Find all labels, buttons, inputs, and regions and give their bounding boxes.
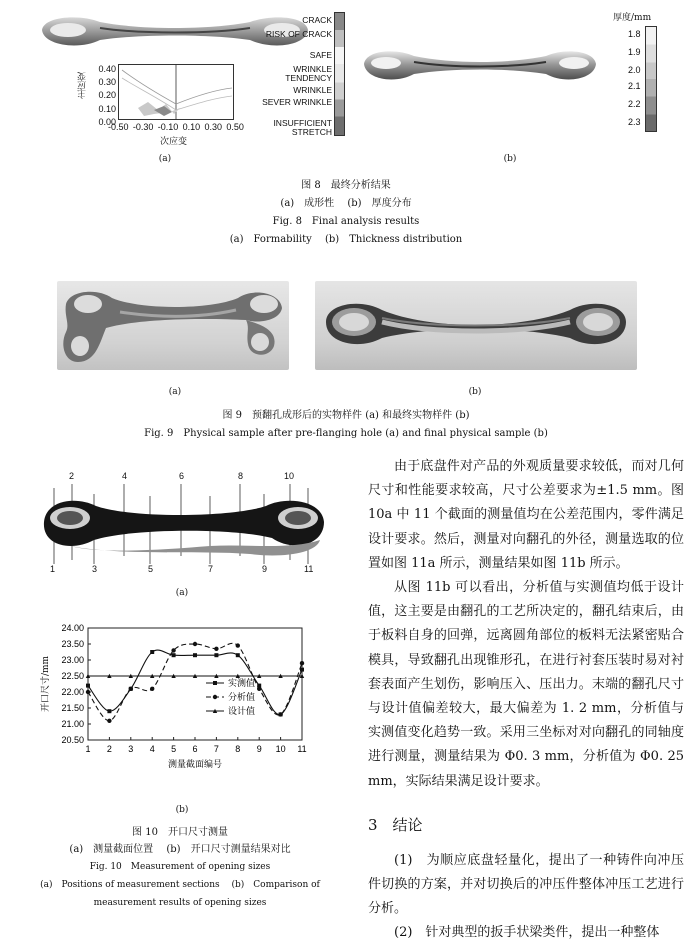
- legend-sever-wrinkle: SEVER WRINKLE: [262, 97, 332, 107]
- section-label: 7: [208, 564, 214, 574]
- fig8-caption-cn: 图 8 最终分析结果: [301, 180, 391, 191]
- legend-marker: [213, 681, 217, 685]
- data-point: [193, 653, 197, 657]
- x-tick-label: 3: [128, 744, 134, 754]
- section-label: 3: [92, 564, 98, 574]
- legend-label: 设计值: [228, 707, 256, 717]
- fig8b-part-render: [362, 44, 598, 86]
- x-tick-label: 11: [297, 744, 307, 754]
- fig8-caption-en-sub: (a) Formability (b) Thickness distribution: [229, 234, 463, 245]
- data-point: [171, 648, 175, 652]
- section-label: 9: [262, 564, 268, 574]
- data-point: [86, 684, 90, 688]
- y-axis-label: 开口尺寸/mm: [41, 655, 51, 713]
- fig9-sub-a: (a): [168, 387, 182, 397]
- fig8-sub-a: (a): [158, 154, 172, 164]
- data-point: [214, 647, 218, 651]
- section-heading: 3 结论: [368, 815, 423, 834]
- fig9-sub-b: (b): [468, 387, 482, 397]
- flc-xticks: [108, 122, 244, 132]
- data-point: [129, 687, 133, 691]
- data-point: [172, 653, 176, 657]
- fig10-caption-cn-sub: (a) 测量截面位置 (b) 开口尺寸测量结果对比: [69, 844, 291, 855]
- fig9a-part: [60, 284, 286, 368]
- thickness-legend-title: 厚度/mm: [613, 13, 652, 23]
- data-point: [86, 690, 90, 694]
- data-point: [150, 650, 154, 654]
- data-point: [257, 687, 261, 691]
- flc-ytick: 0.30: [98, 77, 116, 88]
- fig10-caption-en-sub2: measurement results of opening sizes: [93, 898, 267, 908]
- fig9-caption-cn: 图 9 预翻孔成形后的实物样件 (a) 和最终实物样件 (b): [222, 410, 470, 421]
- flc-ytick: 0.00: [98, 116, 116, 127]
- thickness-value: 2.3: [628, 117, 641, 127]
- fig9-caption-en: Fig. 9 Physical sample after pre-flanging hole (a) and final physical sample (b): [144, 428, 548, 439]
- data-point: [278, 712, 282, 716]
- section-label: 1: [50, 564, 56, 574]
- y-tick-label: 24.00: [61, 623, 84, 633]
- x-tick-label: 6: [192, 744, 198, 754]
- thickness-value: 2.0: [628, 65, 641, 75]
- fig10-caption-en-sub1: (a) Positions of measurement sections (b) Comparison of: [40, 880, 320, 890]
- x-tick-label: 10: [275, 744, 286, 754]
- flc-ytick: 0.40: [98, 64, 116, 74]
- thickness-value: 1.8: [628, 29, 641, 39]
- y-tick-label: 23.00: [61, 655, 84, 665]
- flc-xtick: -0.10: [157, 122, 179, 132]
- formability-legend-bar: [334, 12, 345, 136]
- flc-yticks: [92, 63, 116, 129]
- thickness-color-bar: [645, 26, 657, 132]
- fig8-caption-en: Fig. 8 Final analysis results: [272, 216, 420, 227]
- legend-marker: [213, 695, 217, 699]
- x-tick-label: 5: [171, 744, 177, 754]
- y-tick-label: 21.50: [61, 703, 84, 713]
- x-tick-label: 1: [85, 744, 91, 754]
- flc-xtick: -0.30: [132, 122, 154, 132]
- x-tick-label: 7: [213, 744, 219, 754]
- fig10-caption-cn: 图 10 开口尺寸测量: [132, 827, 228, 838]
- fig10-sub-a: (a): [175, 588, 189, 598]
- legend-crack: CRACK: [302, 15, 332, 25]
- y-tick-label: 21.00: [61, 719, 84, 729]
- legend-label: 分析值: [228, 693, 256, 703]
- data-point: [214, 653, 218, 657]
- body-paragraph: 从图 11b 可以看出，分析值与实测值均低于设计值，这主要是由翻孔的工艺所决定的，翻孔结束后，由于板料自身的回弹，远离圆角部位的板料无法紧密贴合模具，导致翻孔出现锥形孔，在进行衬套压装时易对衬套表面产生划伤，影响压入、压出力。末端的翻孔尺寸与设计值偏差较大，最大偏差为 1. 2 mm，分析值与实测值变化趋势一致。采用三坐标对对向翻孔的同轴度进行测量，测量结果为 Φ0. 3 mm，分析值为 Φ0. 25 mm，实际结果满足设计要求。: [368, 580, 684, 789]
- y-tick-label: 20.50: [61, 735, 84, 745]
- section-label: 4: [122, 471, 128, 481]
- legend-risk-of-crack: RISK OF CRACK: [265, 29, 332, 39]
- fig10-sub-b: (b): [175, 805, 189, 815]
- flc-xtick: 0.50: [226, 122, 244, 132]
- section-label: 2: [69, 471, 75, 481]
- x-tick-label: 2: [106, 744, 112, 754]
- fig9b-part: [320, 292, 632, 364]
- flc-xlabel: 次应变: [160, 137, 188, 147]
- section-label: 8: [238, 471, 244, 481]
- x-tick-label: 4: [149, 744, 155, 754]
- data-point: [107, 709, 111, 713]
- thickness-value: 2.2: [628, 99, 641, 109]
- flc-xtick: -0.50: [108, 122, 129, 132]
- y-tick-label: 22.50: [61, 671, 84, 681]
- conclusion-item: (1) 为顺应底盘轻量化，提出了一种铸件向冲压件切换的方案，并对切换后的冲压件整体冲压工艺进行分析。: [368, 852, 684, 917]
- thickness-value: 2.1: [628, 81, 641, 91]
- y-tick-label: 22.00: [61, 687, 84, 697]
- data-point: [300, 661, 304, 665]
- legend-insufficient-stretch: INSUFFICIENT STRETCH: [273, 118, 332, 137]
- x-tick-label: 9: [256, 744, 262, 754]
- body-paragraph: 由于底盘件对产品的外观质量要求较低，而对几何尺寸和性能要求较高，尺寸公差要求为±1.5 mm。图 10a 中 11 个截面的测量值均在公差范围内，零件满足设计要求。然后，测量对向翻孔的外径，测量选取的位置如图 11a 所示，测量结果如图 11b 所示。: [368, 459, 684, 571]
- legend-wrinkle: WRINKLE: [293, 85, 332, 95]
- thickness-value: 1.9: [628, 47, 641, 57]
- legend-wrinkle-tendency: WRINKLE TENDENCY: [285, 64, 332, 83]
- data-point: [107, 719, 111, 723]
- series-line: [88, 650, 302, 715]
- section-label: 10: [284, 471, 295, 481]
- fig8-caption-cn-sub: (a) 成形性 (b) 厚度分布: [280, 198, 412, 209]
- body-column: [368, 455, 684, 946]
- section-label: 11: [304, 564, 314, 574]
- flc-ytick: 0.10: [98, 103, 116, 114]
- flc-plot: [118, 64, 234, 120]
- flc-xtick: 0.10: [182, 122, 201, 132]
- legend-label: 实测值: [228, 679, 256, 689]
- data-point: [236, 643, 240, 647]
- flc-xtick: 0.30: [204, 122, 223, 132]
- flc-ytick: 0.20: [98, 90, 116, 101]
- fig8-sub-b: (b): [503, 154, 517, 164]
- data-point: [193, 642, 197, 646]
- x-axis-label: 测量截面编号: [167, 760, 223, 770]
- section-label: 5: [148, 564, 154, 574]
- flc-ylabel: 主应变: [78, 72, 88, 99]
- data-point: [150, 687, 154, 691]
- x-tick-label: 8: [235, 744, 241, 754]
- fig10a-part-render: [40, 480, 330, 572]
- fig10-caption-en: Fig. 10 Measurement of opening sizes: [89, 862, 271, 872]
- legend-safe: SAFE: [309, 50, 332, 60]
- y-tick-label: 23.50: [61, 639, 84, 649]
- section-label: 6: [179, 471, 185, 481]
- fig10b-chart: [28, 618, 328, 796]
- data-point: [236, 653, 240, 657]
- conclusion-item: (2) 针对典型的扳手状梁类件，提出一种整体: [394, 925, 660, 941]
